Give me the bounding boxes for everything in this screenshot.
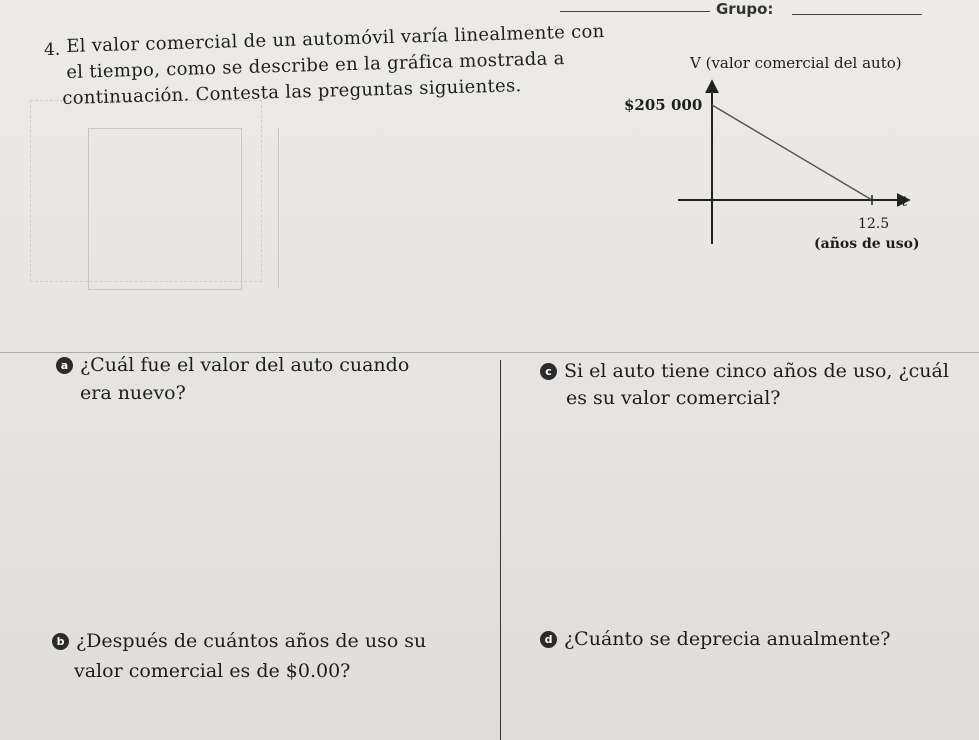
question-b-line-1 bbox=[52, 630, 426, 652]
question-b-badge: b bbox=[52, 633, 69, 650]
question-a-badge: a bbox=[56, 357, 73, 374]
problem-intro-line-3: continuación. Contesta las preguntas siguientes. bbox=[62, 75, 522, 109]
depreciation-chart bbox=[600, 54, 940, 264]
question-d-text: ¿Cuánto se deprecia anualmente? bbox=[564, 628, 891, 650]
y-axis-label: V (valor comercial del auto) bbox=[690, 54, 902, 72]
y-intercept-label: $205 000 bbox=[624, 96, 703, 114]
bleed-through-drawing bbox=[88, 128, 242, 290]
bleed-through-line bbox=[278, 128, 279, 288]
question-c-line-2: es su valor comercial? bbox=[566, 387, 781, 409]
problem-intro-line-1: El valor comercial de un automóvil varía linealmente con bbox=[66, 20, 605, 57]
question-b-line-2: valor comercial es de $0.00? bbox=[74, 660, 351, 682]
question-a-text: ¿Cuál fue el valor del auto cuando bbox=[80, 354, 410, 376]
question-c-line-1 bbox=[540, 360, 949, 382]
question-a-line-1 bbox=[56, 354, 409, 376]
question-c-badge: c bbox=[540, 363, 557, 380]
chart-canvas bbox=[600, 54, 940, 264]
question-a-line-2: era nuevo? bbox=[80, 382, 186, 404]
bleed-through-frame bbox=[30, 100, 262, 282]
question-d-line-1 bbox=[540, 628, 890, 650]
x-axis-label: (años de uso) bbox=[814, 236, 920, 252]
x-intercept-label: 12.5 bbox=[858, 216, 890, 232]
header-rule bbox=[560, 11, 710, 12]
problem-number: 4. bbox=[44, 40, 61, 60]
question-d-badge: d bbox=[540, 631, 557, 648]
question-c-text: Si el auto tiene cinco años de uso, ¿cuál bbox=[564, 360, 949, 382]
column-divider bbox=[500, 360, 501, 740]
problem-intro-line-2: el tiempo, como se describe en la gráfica mostrada a bbox=[66, 48, 565, 83]
group-label: Grupo: bbox=[716, 0, 774, 18]
question-b-text: ¿Después de cuántos años de uso su bbox=[76, 630, 427, 652]
value-line bbox=[712, 105, 872, 200]
group-blank-line[interactable] bbox=[792, 14, 922, 15]
x-axis-symbol: t bbox=[902, 194, 908, 210]
section-divider bbox=[0, 352, 979, 353]
